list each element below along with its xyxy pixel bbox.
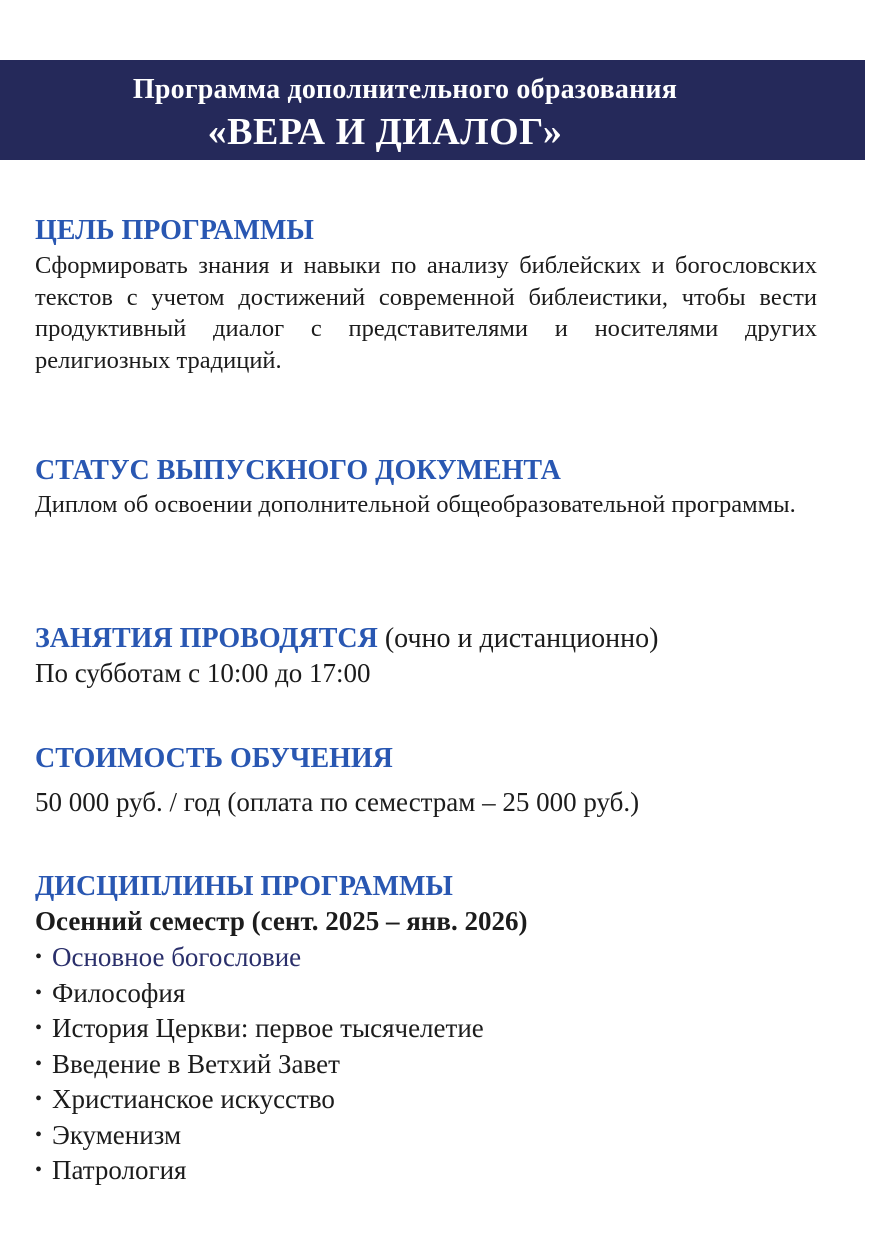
program-subtitle: Программа дополнительного образования (132, 74, 678, 105)
disciplines-heading: ДИСЦИПЛИНЫ ПРОГРАММЫ (35, 871, 453, 902)
bullet-icon: • (35, 1159, 43, 1181)
bullet-icon: • (35, 946, 43, 968)
schedule-format-note: (очно и дистанционно) (384, 623, 659, 654)
document-status-section (35, 454, 817, 521)
goal-heading: ЦЕЛЬ ПРОГРАММЫ (35, 215, 314, 246)
goal-text: Сформировать знания и навыки по анализу библейских и богословских текстов с учетом достижений современной библеистики, чтобы вести продуктивный диалог с представителями и носителями других религиозных традиций. (35, 252, 817, 374)
program-title: «ВЕРА И ДИАЛОГ» (207, 111, 563, 153)
schedule-heading: ЗАНЯТИЯ ПРОВОДЯТСЯ (35, 623, 378, 654)
cost-section (35, 742, 817, 819)
header-banner (0, 60, 865, 160)
schedule-section (35, 622, 817, 690)
list-item: • Христианское искусство (35, 1082, 817, 1118)
list-item: • Основное богословие (35, 940, 817, 976)
bullet-icon: • (35, 1088, 43, 1110)
bullet-icon: • (35, 1052, 43, 1075)
list-item: • Введение в Ветхий Завет (35, 1047, 817, 1083)
bullet-icon: • (35, 981, 43, 1004)
document-status-text: Диплом об освоении дополнительной общеобразовательной программы. (35, 491, 796, 518)
goal-section (35, 214, 817, 376)
bullet-icon: • (35, 1017, 43, 1039)
cost-text: 50 000 руб. / год (оплата по семестрам – 25 000 руб.) (35, 787, 640, 817)
bullet-icon: • (35, 1123, 43, 1146)
disciplines-list (35, 940, 817, 1189)
list-item: • История Церкви: первое тысячелетие (35, 1011, 817, 1047)
semester-label: Осенний семестр (сент. 2025 – янв. 2026) (35, 906, 528, 936)
disciplines-section (35, 870, 817, 1189)
schedule-text: По субботам с 10:00 до 17:00 (35, 658, 371, 688)
list-item: • Патрология (35, 1153, 817, 1189)
list-item: • Экуменизм (35, 1118, 817, 1154)
list-item: • Философия (35, 976, 817, 1012)
document-status-heading: СТАТУС ВЫПУСКНОГО ДОКУМЕНТА (35, 455, 561, 486)
cost-heading: СТОИМОСТЬ ОБУЧЕНИЯ (35, 743, 393, 774)
